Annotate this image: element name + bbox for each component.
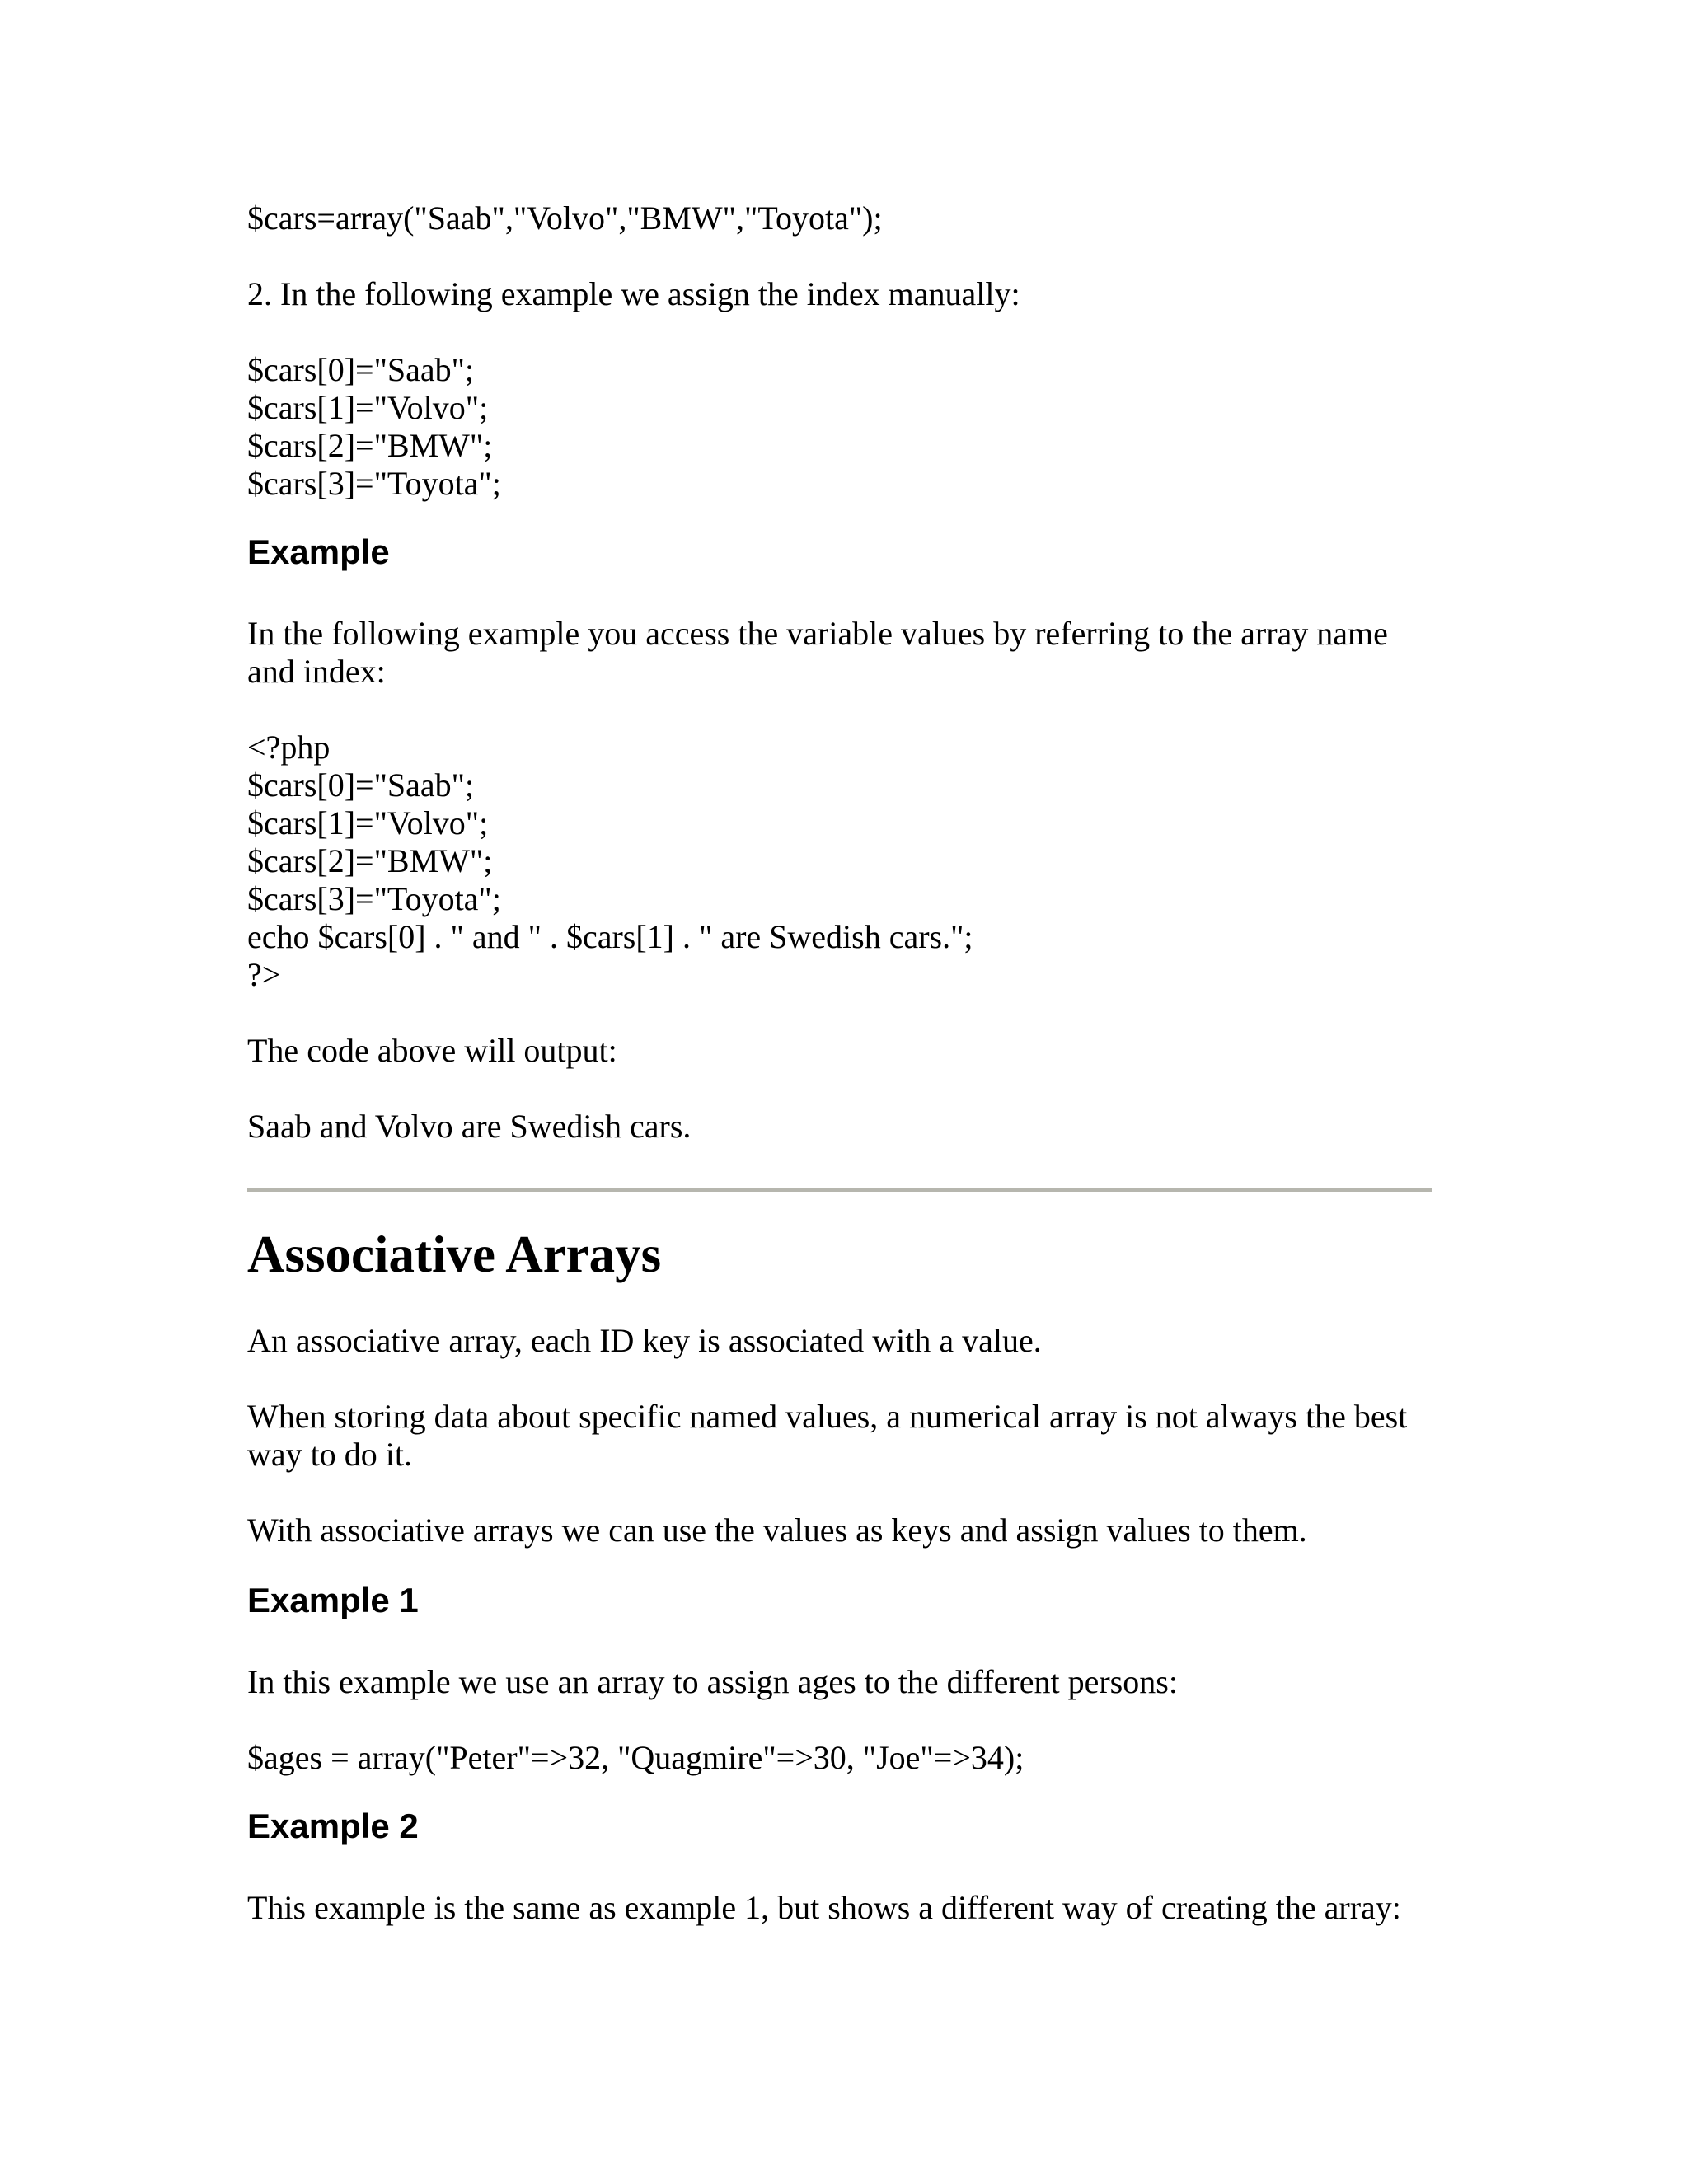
- code-line-ages: $ages = array("Peter"=>32, "Quagmire"=>30, "Joe"=>34);: [247, 1739, 1025, 1776]
- code-line-manual-2: $cars[2]="BMW";: [247, 427, 493, 464]
- code-line-echo: echo $cars[0] . " and " . $cars[1] . " are Swedish cars.";: [247, 918, 973, 955]
- paragraph-assoc-definition: An associative array, each ID key is associated with a value.: [247, 1322, 1042, 1359]
- code-line-php-open: <?php: [247, 729, 331, 766]
- paragraph-example-intro-1: In the following example you access the variable values by referring to the array name: [247, 615, 1388, 652]
- paragraph-manual-index: 2. In the following example we assign the index manually:: [247, 275, 1020, 312]
- heading-associative-arrays: Associative Arrays: [247, 1226, 662, 1283]
- paragraph-assoc-storing-1: When storing data about specific named values, a numerical array is not always the best: [247, 1398, 1408, 1435]
- heading-example-2: Example 2: [247, 1807, 419, 1845]
- code-line-manual-3: $cars[3]="Toyota";: [247, 465, 501, 502]
- code-line-php-close: ?>: [247, 956, 281, 993]
- paragraph-assoc-storing-2: way to do it.: [247, 1436, 412, 1473]
- heading-example: Example: [247, 532, 390, 571]
- code-line-example-0: $cars[0]="Saab";: [247, 766, 475, 804]
- paragraph-output-intro: The code above will output:: [247, 1032, 617, 1069]
- heading-example-1: Example 1: [247, 1581, 419, 1619]
- code-line-manual-1: $cars[1]="Volvo";: [247, 389, 489, 426]
- output-text: Saab and Volvo are Swedish cars.: [247, 1108, 692, 1145]
- code-line-array-init: $cars=array("Saab","Volvo","BMW","Toyota");: [247, 199, 883, 237]
- paragraph-example-1: In this example we use an array to assign ages to the different persons:: [247, 1663, 1178, 1700]
- paragraph-assoc-keys: With associative arrays we can use the values as keys and assign values to them.: [247, 1511, 1307, 1549]
- paragraph-example-intro-2: and index:: [247, 653, 386, 690]
- horizontal-rule: [247, 1188, 1432, 1192]
- code-line-manual-0: $cars[0]="Saab";: [247, 351, 475, 388]
- code-line-example-2: $cars[2]="BMW";: [247, 842, 493, 879]
- code-line-example-1: $cars[1]="Volvo";: [247, 804, 489, 841]
- paragraph-example-2: This example is the same as example 1, but shows a different way of creating the array:: [247, 1889, 1401, 1926]
- code-line-example-3: $cars[3]="Toyota";: [247, 880, 501, 917]
